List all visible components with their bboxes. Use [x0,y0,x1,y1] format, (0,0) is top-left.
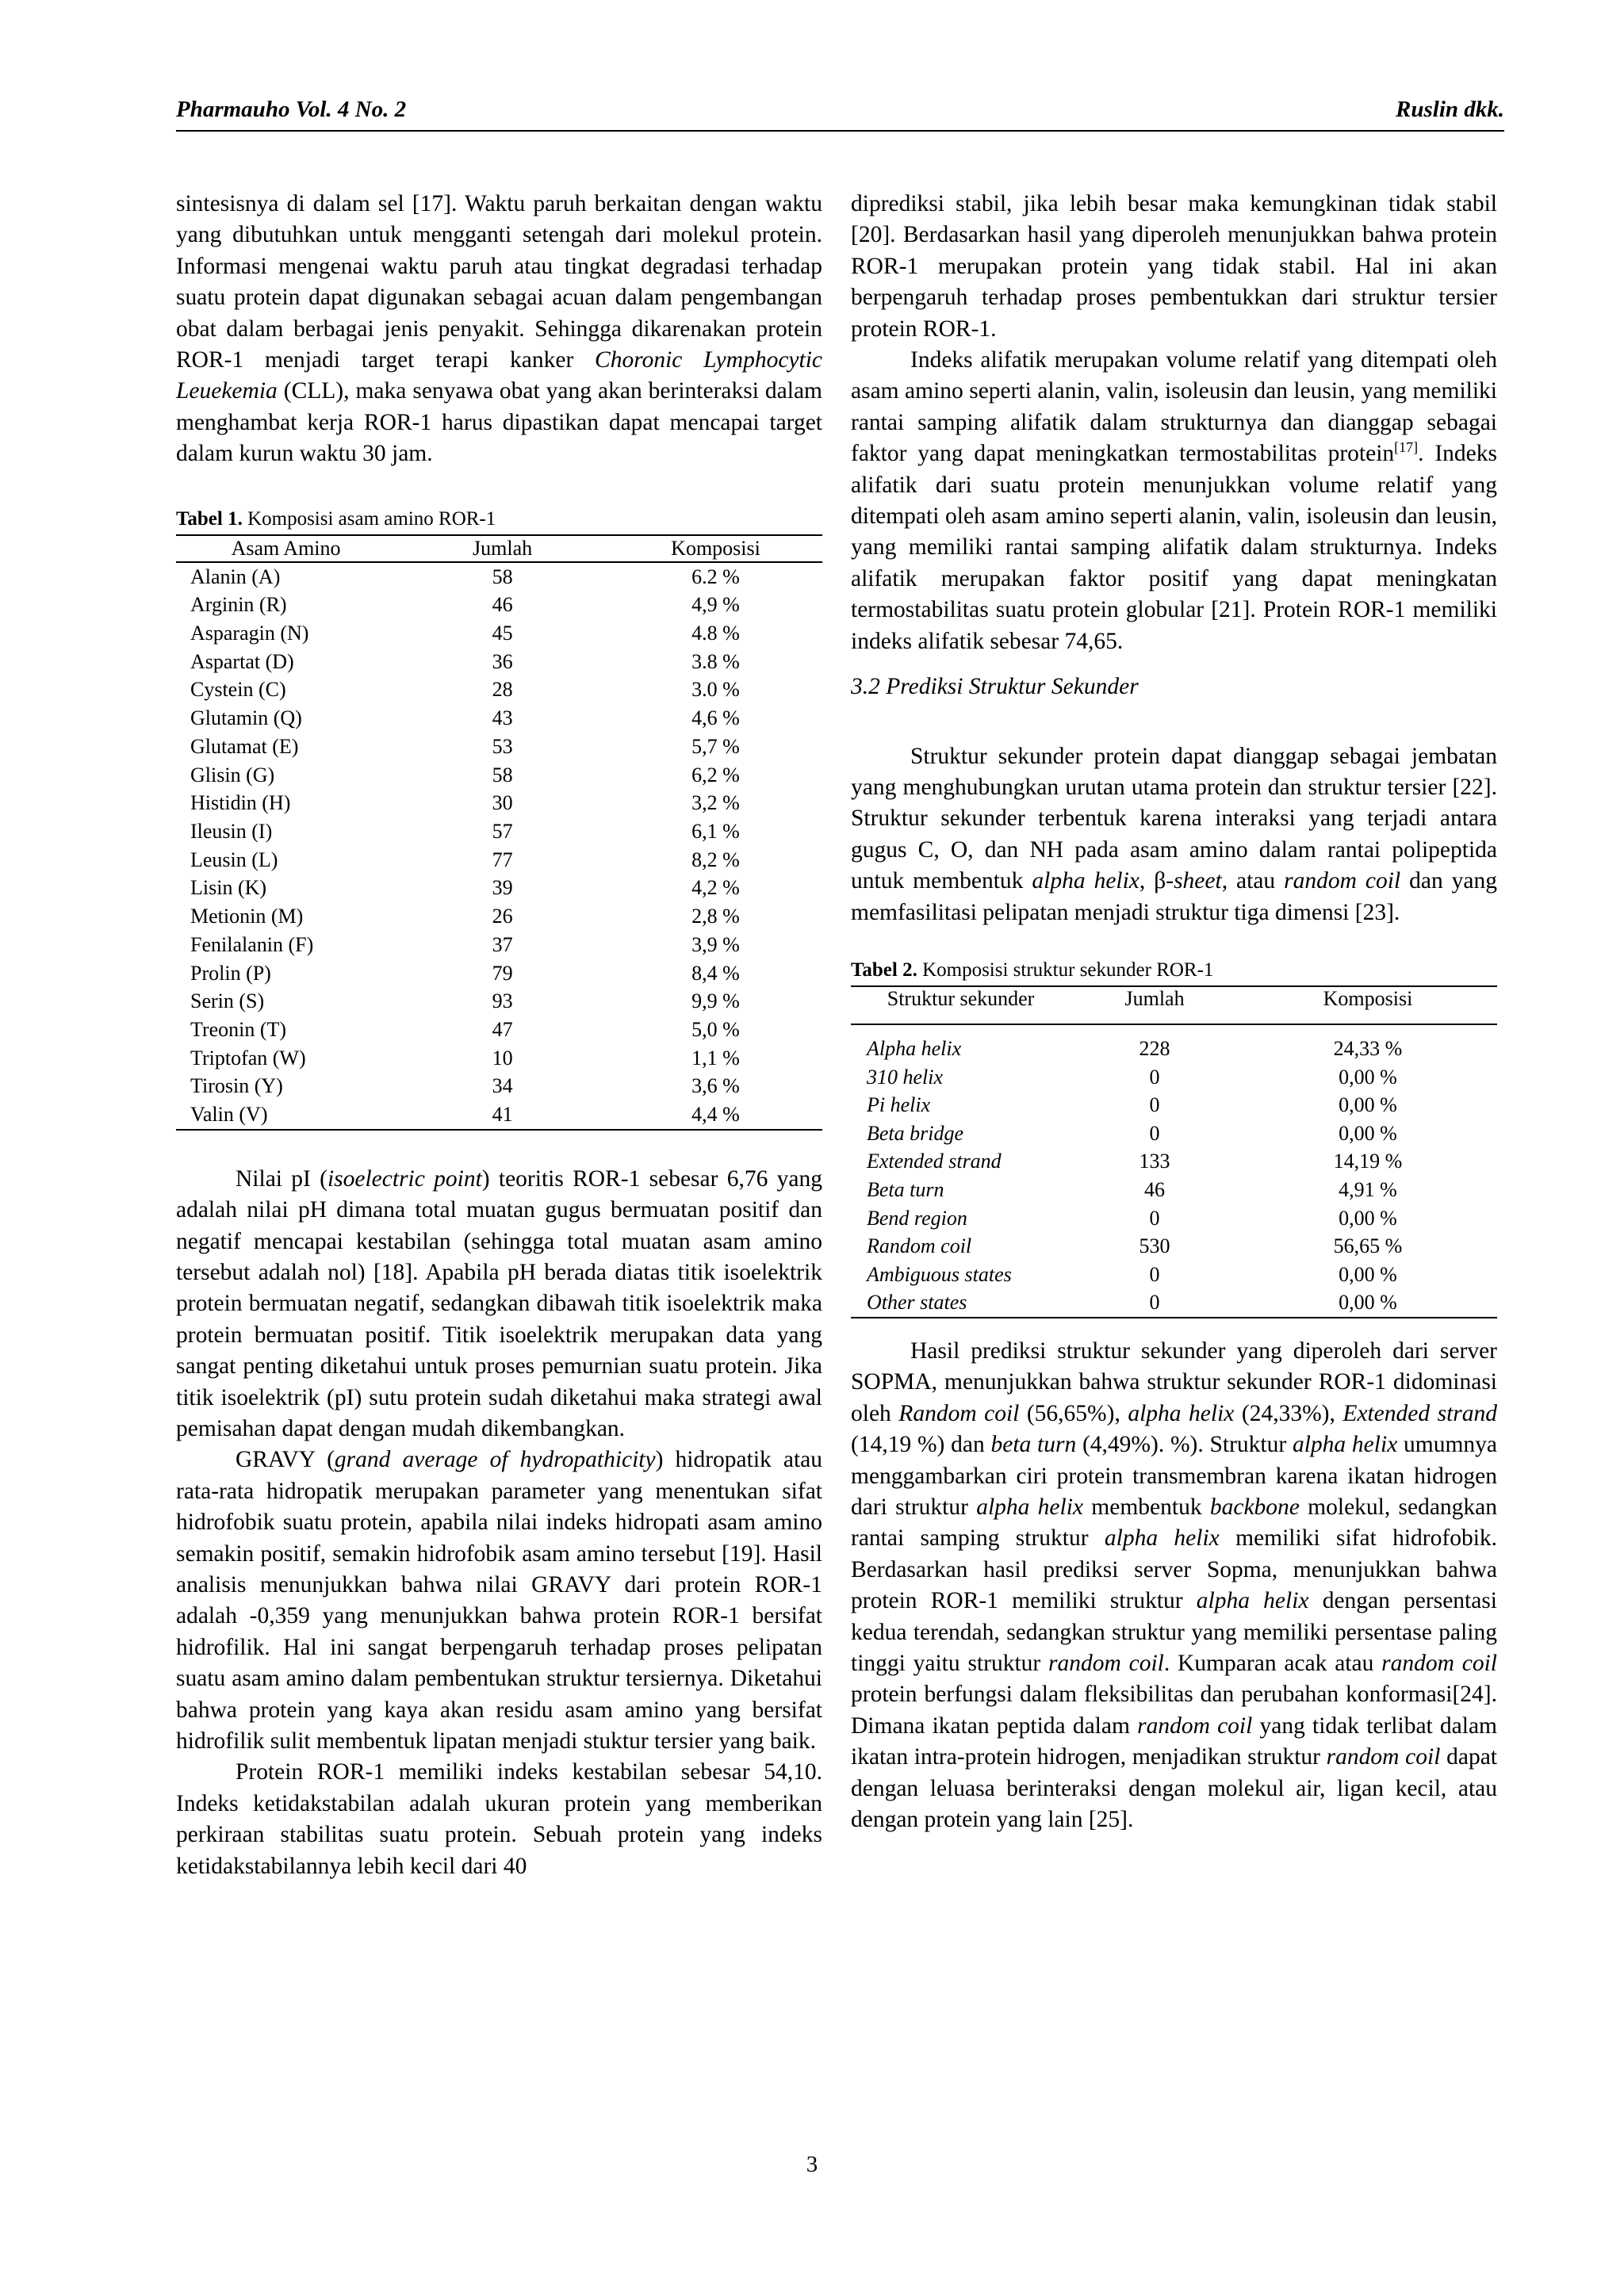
table1-caption: Tabel 1. Komposisi asam amino ROR-1 [176,507,496,530]
left-column [176,189,822,1882]
table-cell: 58 [492,564,513,588]
table-cell: Bend region [867,1206,967,1230]
paragraph: Indeks alifatik merupakan volume relatif yang ditempati oleh asam amino seperti alanin, valin, isoleusin dan leusin, yang memiliki rantai samping alifatik dalam strukturnya dan dianggap sebagai faktor yang dapat meningkatkan termostabilitas protein[17]. Indeks alifatik dari suatu protein menunjukkan volume relatif yang ditempati oleh asam amino seperti alanin, valin, isoleusin dan leusin, yang memiliki rantai samping alifatik dalam strukturnya. Indeks alifatik merupakan faktor positif yang dapat meningkatan termostabilitas suatu protein globular [21]. Protein ROR-1 memiliki indeks alifatik sebesar 74,65. [851,347,1498,654]
table-header: Jumlah [1071,986,1239,1024]
table-cell: Metionin (M) [190,905,304,928]
table-cell: 0,00 % [1339,1065,1397,1089]
table-header: Struktur sekunder [851,986,1071,1024]
table-cell: Glutamat (E) [190,734,299,758]
table-cell: 53 [492,734,513,758]
paragraph: GRAVY (grand average of hydropathicity) hidropatik atau rata-rata hidropatik merupakan parameter yang menentukan sifat hidrofobik suatu protein, apabila nilai indeks hidropati asam amino semakin positif, semakin hidrofobik asam amino tersebut [19]. Hasil analisis menunjukkan bahwa nilai GRAVY dari protein ROR-1 adalah -0,359 yang menunjukkan bahwa protein ROR-1 bersifat hidrofilik. Hal ini sangat berpengaruh terhadap proses pelipatan suatu asam amino dalam pembentukan struktur tersiernya. Diketahui bahwa protein yang kaya akan residu asam amino yang bersifat hidrofilik sulit membentuk lipatan menjadi stuktur tersier yang baik. [176,1447,822,1755]
table-cell: 3.8 % [691,649,740,673]
table-cell: 24,33 % [1333,1036,1403,1060]
table-row [851,1261,1497,1289]
table-cell: 4,2 % [691,876,740,900]
table-cell: Tirosin (Y) [190,1074,283,1098]
table-header: Komposisi [609,535,822,562]
table-row [176,874,822,902]
table-row [176,761,822,790]
section-heading: 3.2 Prediksi Struktur Sekunder [851,674,1139,700]
table-cell: Alpha helix [867,1036,962,1060]
table-cell: Serin (S) [190,989,265,1013]
table-cell: 6,1 % [691,819,740,843]
table-cell: 9,9 % [691,989,740,1013]
table-cell: 4.8 % [691,622,740,645]
table-cell: Extended strand [867,1150,1002,1173]
table-cell: 46 [1144,1177,1166,1201]
table-cell: Prolin (P) [190,961,271,985]
table-cell: Other states [851,1288,1071,1318]
table-cell: 0,00 % [1339,1121,1397,1145]
table-row [176,1100,822,1130]
table-cell: 0,00 % [1239,1288,1497,1318]
table-cell: 3,9 % [691,932,740,956]
table-cell: Aspartat (D) [190,649,294,673]
table-cell: Valin (V) [176,1100,396,1130]
table-cell: 46 [492,593,513,617]
table-cell: 0 [1071,1288,1239,1318]
table-cell: 47 [492,1017,513,1041]
table-row [176,562,822,591]
paragraph: Struktur sekunder protein dapat dianggap sebagai jembatan yang menghubungkan urutan utama protein dan struktur tersier [22]. Struktur sekunder terbentuk karena interaksi yang terjadi antara gugus C, O, dan NH pada asam amino dalam rantai polipeptida untuk membentuk alpha helix, β-sheet, atau random coil dan yang memfasilitasi pelipatan menjadi struktur tiga dimensi [23]. [851,743,1498,925]
table-cell: 34 [492,1074,513,1098]
paragraph: diprediksi stabil, jika lebih besar maka kemungkinan tidak stabil [20]. Berdasarkan hasil yang diperoleh menunjukkan bahwa protein ROR-1 merupakan protein yang tidak stabil. Hal ini akan berpengaruh terhadap proses pembentukkan dari struktur tersier protein ROR-1. [851,191,1497,342]
table-cell: Histidin (H) [190,791,291,815]
table-cell: 3,6 % [691,1074,740,1098]
table-cell: Pi helix [867,1093,931,1117]
table-row [176,591,822,619]
table-cell: 36 [492,649,513,673]
table-cell: 14,19 % [1333,1150,1403,1173]
table-cell: 4,4 % [609,1100,822,1130]
secondary-structure-table [851,985,1497,1318]
table-row [176,648,822,676]
table-row [851,1091,1497,1119]
table-cell: Arginin (R) [190,593,287,617]
table-row [851,1024,1497,1063]
table-cell: 4,9 % [691,593,740,617]
table-row [176,1044,822,1073]
table-row [851,1288,1497,1318]
table-row [176,931,822,959]
table-cell: 37 [492,932,513,956]
table-cell: 58 [492,763,513,786]
table-cell: 0 [1149,1065,1160,1089]
table-cell: 93 [492,989,513,1013]
paragraph: Hasil prediksi struktur sekunder yang diperoleh dari server SOPMA, menunjukkan bahwa struktur sekunder ROR-1 didominasi oleh Random coil (56,65%), alpha helix (24,33%), Extended strand (14,19 %) dan beta turn (4,49%). %). Struktur alpha helix umumnya menggambarkan ciri protein transmembran karena ikatan hidrogen dari struktur alpha helix membentuk backbone molekul, sedangkan rantai samping struktur alpha helix memiliki sifat hidrofobik. Berdasarkan hasil prediksi server Sopma, menunjukkan bahwa protein ROR-1 memiliki struktur alpha helix dengan persentasi kedua terendah, sedangkan struktur yang memiliki persentase paling tinggi yaitu struktur random coil. Kumparan acak atau random coil protein berfungsi dalam fleksibilitas dan perubahan konformasi[24]. Dimana ikatan peptida dalam random coil yang tidak terlibat dalam ikatan intra-protein hidrogen, menjadikan struktur random coil dapat dengan leluasa berinteraksi dengan molekul air, ligan kecil, atau dengan protein yang lain [25]. [851,1337,1498,1832]
table-cell: 57 [492,819,513,843]
table-cell: 0 [1149,1206,1160,1230]
table-row [851,1176,1497,1204]
table-cell: 3,2 % [691,791,740,815]
table-cell: Glutamin (Q) [190,706,302,730]
table-cell: 43 [492,706,513,730]
table-cell: 0 [1149,1093,1160,1117]
table-cell: 0,00 % [1339,1262,1397,1286]
table-cell: Beta bridge [867,1121,964,1145]
table-row [176,817,822,846]
table-cell: 6.2 % [691,564,740,588]
table-cell: 26 [492,905,513,928]
table-cell: 77 [492,848,513,871]
table-cell: 3.0 % [691,678,740,702]
table-cell: 41 [396,1100,609,1130]
page-header [176,94,1504,132]
table-cell: Leusin (L) [190,848,278,871]
table-cell: 0,00 % [1339,1206,1397,1230]
table-cell: 4,6 % [691,706,740,730]
table-cell: 5,0 % [691,1017,740,1041]
table-cell: 0,00 % [1339,1093,1397,1117]
table-cell: 45 [492,622,513,645]
table-cell: Ambiguous states [867,1262,1012,1286]
table-cell: 310 helix [867,1065,944,1089]
journal-title: Pharmauho Vol. 4 No. 2 [176,97,407,122]
table-row [851,1232,1497,1261]
table-cell: 2,8 % [691,905,740,928]
table-header: Asam Amino [176,535,396,562]
table-row [176,733,822,761]
table-row [176,675,822,704]
table-cell: Asparagin (N) [190,622,309,645]
table-cell: 133 [1139,1150,1170,1173]
table-cell: Alanin (A) [190,564,281,588]
table2-caption: Tabel 2. Komposisi struktur sekunder ROR-1 [851,959,1214,981]
table-cell: 5,7 % [691,734,740,758]
table-header: Komposisi [1239,986,1497,1024]
paragraph: Nilai pI (isoelectric point) teoritis ROR-1 sebesar 6,76 yang adalah nilai pH dimana total muatan gugus bermuatan positif dan negatif mencapai kestabilan (sehingga total muatan asam amino tersebut adalah nol) [18]. Apabila pH berada diatas titik isoelektrik protein bermuatan negatif, sedangkan dibawah titik isoelektrik maka protein bermuatan positif. Titik isoelektrik merupakan data yang sangat penting diketahui untuk proses pemurnian suatu protein. Jika titik isoelektrik (pI) sutu protein sudah diketahui maka strategi awal pemisahan dapat dengan mudah dikembangkan. [176,1165,822,1441]
table-cell: 228 [1139,1036,1170,1060]
table-row [176,1016,822,1044]
table-row [176,846,822,874]
paragraph: Protein ROR-1 memiliki indeks kestabilan sebesar 54,10. Indeks ketidakstabilan adalah ukuran protein yang memberikan perkiraan stabilitas suatu protein. Sebuah protein yang indeks ketidakstabilannya lebih kecil dari 40 [176,1759,822,1879]
table-cell: 8,4 % [691,961,740,985]
table-cell: 1,1 % [691,1046,740,1070]
table-row [176,1072,822,1100]
table-cell: 4,91 % [1339,1177,1397,1201]
table-cell: Triptofan (W) [190,1046,306,1070]
table-cell: 39 [492,876,513,900]
table-row [176,704,822,733]
amino-acid-table [176,534,822,1131]
table-header: Jumlah [396,535,609,562]
table-cell: 30 [492,791,513,815]
table-cell: Treonin (T) [190,1017,287,1041]
table-cell: 8,2 % [691,848,740,871]
table-row [851,1063,1497,1092]
table-cell: 28 [492,678,513,702]
table-cell: 0 [1149,1121,1160,1145]
page-number: 3 [806,2152,818,2177]
table-row [851,1119,1497,1148]
table-cell: Glisin (G) [190,763,275,786]
paragraph: sintesisnya di dalam sel [17]. Waktu paruh berkaitan dengan waktu yang dibutuhkan untuk mengganti setengah dari molekul protein. Informasi mengenai waktu paruh atau tingkat degradasi terhadap suatu protein dapat digunakan sebagai acuan dalam pengembangan obat dalam berbagai jenis penyakit. Sehingga dikarenakan protein ROR-1 menjadi target terapi kanker Choronic Lymphocytic Leuekemia (CLL), maka senyawa obat yang akan berinteraksi dalam menghambat kerja ROR-1 harus dipastikan dapat mencapai target dalam kurun waktu 30 jam. [176,191,822,467]
table-cell: 0 [1149,1262,1160,1286]
right-column [851,189,1497,1835]
table-row [176,902,822,931]
table-row [851,1147,1497,1176]
table-cell: Beta turn [867,1177,944,1201]
table-cell: 6,2 % [691,763,740,786]
table-cell: Lisin (K) [190,876,267,900]
table-cell: 10 [492,1046,513,1070]
table-row [176,789,822,817]
table-row [176,959,822,988]
table-cell: Random coil [867,1234,972,1258]
table-row [176,619,822,648]
table-row [851,1204,1497,1233]
table-cell: 530 [1139,1234,1170,1258]
table-cell: Fenilalanin (F) [190,932,314,956]
table-cell: Ileusin (I) [190,819,273,843]
table-row [176,987,822,1016]
table-cell: 79 [492,961,513,985]
table-cell: Cystein (C) [190,678,286,702]
table-cell: 56,65 % [1333,1234,1403,1258]
author-name: Ruslin dkk. [1396,97,1504,122]
